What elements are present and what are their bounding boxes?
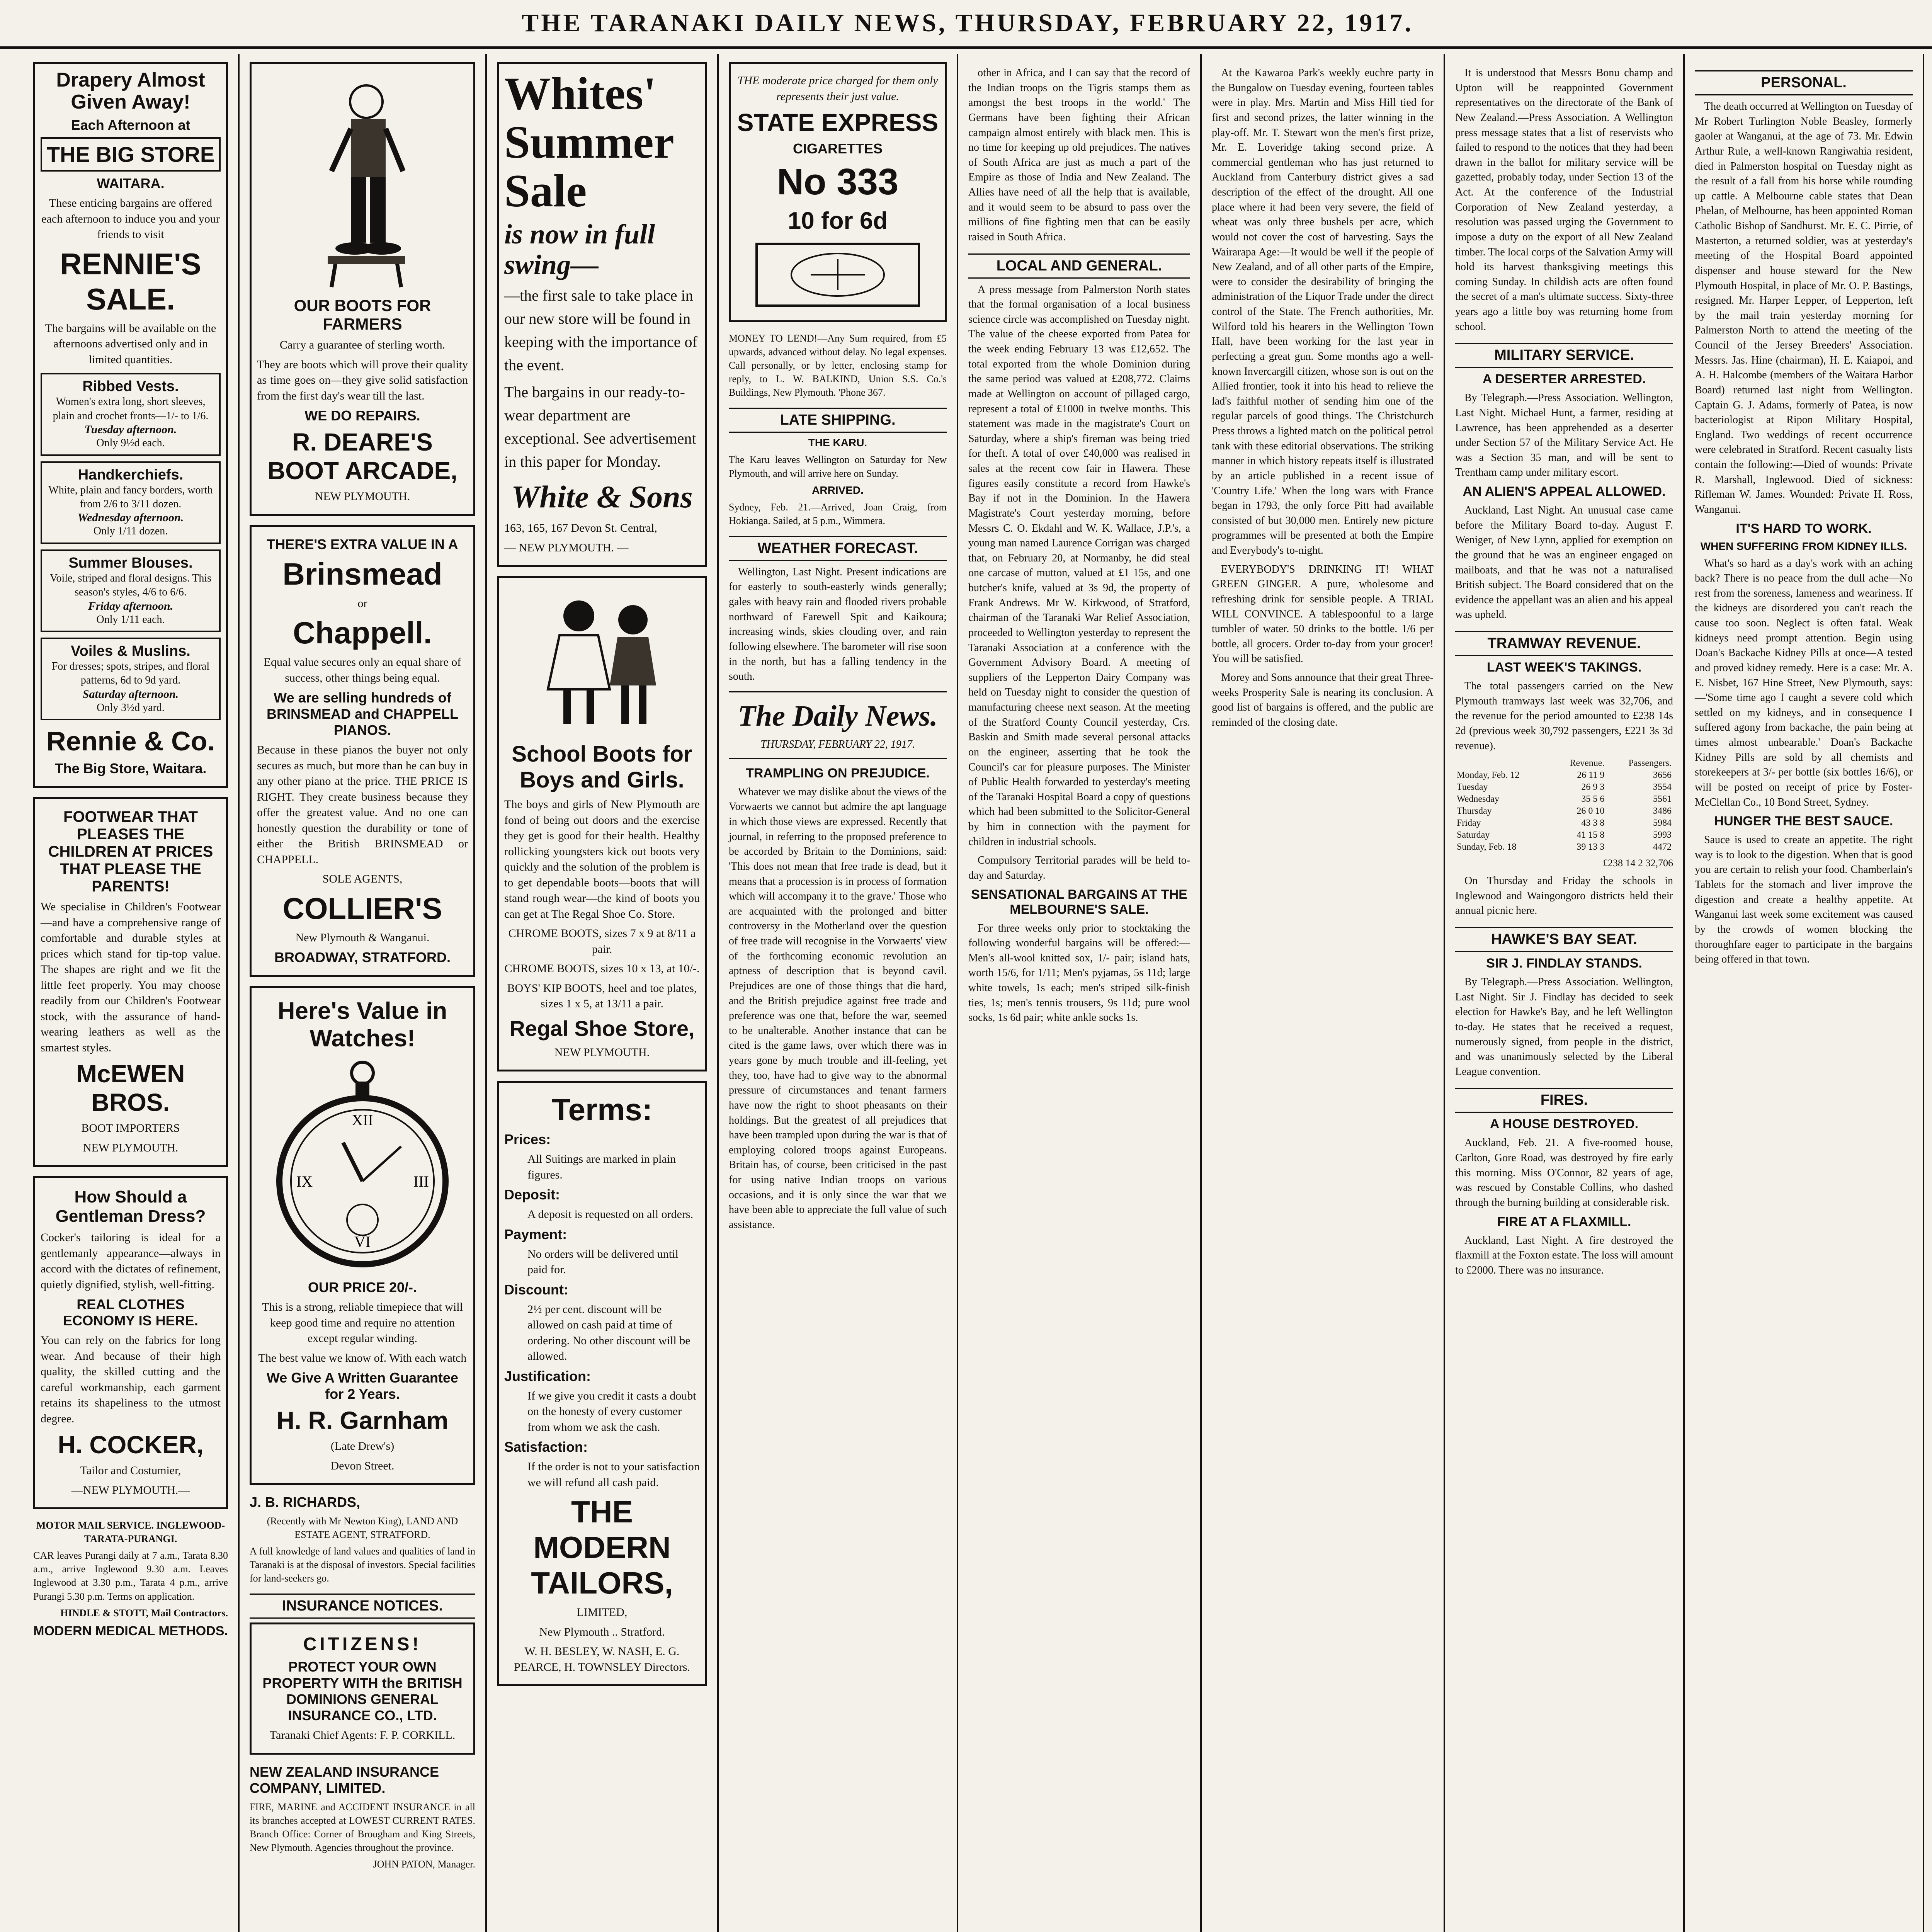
column-2 — [240, 54, 487, 1932]
drapery-heading: Drapery Almost Given Away! — [56, 69, 205, 114]
table-cell: 4472 — [1653, 842, 1672, 852]
local-text: A press message from Palmerston North states that the formal organisation of a local business science circle was accomplished on Tuesday night. The value of the cheese exported from Patea for the week ending February 13 was £12,652. The total exported from the whole Dominion during the same period was valued at £208,772. Claims made at Wellington on account of pillaged cargo, represent a total of £1000 in twelve months. This statement was made in the magistrate's Court on Saturday, where a ship's fireman was being tried for theft. A total of over £40,000 was realised in sales at the recent cow fair in Hawera. These figures easily constitute a record from Hawke's Bay if not in the Dominion. In the Hawera Magistrate's Court yesterday morning, before Messrs C. O. Ekdahl and W. K. Wallace, J.P.'s, a young man named Laurence Corrigan was charged that, on February 20, at Normanby, he did steal one carcase of mutton, valued at £1 15s, and one butcher's knife, valued at 3s 9d, the property of Frank Andrews. Mr W. Kirkwood, of Stratford, chairman of the Taranaki War Relief Association, proceeded to Wellington yesterday to represent the Taranaki Association at a conference with the Government Advisory Board. A meeting of suppliers of the Lepperton Dairy Company was held on Tuesday night to consider the question of manufacturing cheese next season. At the meeting of the Stratford County Council yesterday, Crs. Baskin and Smith made several personal attacks on the engineer, asserting that he took the Council's car for pleasure purposes. The Minister of Public Health forwarded to yesterday's meeting of the Taranaki Hospital Board a copy of questions which had been submitted to the Solicitor-General by him in connection with the payment for children in industrial schools. — [968, 283, 1190, 848]
table-header-cell: Passengers. — [1628, 758, 1672, 769]
cigarettes-label: CIGARETTES — [793, 141, 883, 156]
sauce-text: Sauce is used to create an appetite. The right way is to look to the digestion. When that is good you are certain to relish your food. Chamberlain's Tablets for the stomach and liver improve the digestion and create a healthy appetite. At Wanganui last week some excitement was caused by the crowds of women blocking the thoroughfare eager to participate in the bargains being offered in that town. — [1695, 834, 1913, 966]
table-cell: Wednesday — [1457, 794, 1500, 804]
karu-heading: THE KARU. — [808, 437, 867, 449]
watch-illustration — [257, 1058, 468, 1274]
table-cell: 43 3 8 — [1581, 818, 1605, 828]
arrived-heading: ARRIVED. — [812, 484, 864, 496]
leader-text: Whatever we may dislike about the views of the Vorwaerts we cannot but admire the apt language in which those views are expressed. Recently that journal, in referring to the proposed preference to be accorded by Britain to the Dominions, said: 'This does not mean that free trade is dead, but it means that a procession is in process of formation which will accompany it to the grave.' Those who are acquainted with the prolonged and bitter controversy in the Motherland over the question of free trade will recognise in the Vorwaerts' view of the forthcoming economic revolution an aptness of description that is beyond cavil. Prejudices are one of those things that die hard, and the British prejudice against free trade and preference was one that, before the war, seemed to be unalterable. Another instance that can be cited is the game laws, over which there was in years gone by much trouble and ill-feeling, yet they, too, have had to give way to the abnormal pressure of circumstances and tenant farmers have now the right to shoot pheasants on their holdings. But the greatest of all prejudices that have been trampled upon during the war is that of employing colored troops against Europeans. Britain has, of course, been criticised in the past for using native Indian troops on various occasions, and it is only since the war that we have been able to appreciate the full value of such assistance. — [729, 786, 947, 1231]
garnham-sub: (Late Drew's) — [330, 1440, 395, 1452]
colliers-street: BROADWAY, STRATFORD. — [274, 949, 451, 965]
masthead-title: THE TARANAKI DAILY NEWS, THURSDAY, FEBRUARY 22, 1917. — [522, 9, 1413, 37]
deposit-label: Deposit: — [504, 1187, 560, 1203]
findlay-heading: SIR J. FINDLAY STANDS. — [1486, 956, 1642, 971]
modern-limited: LIMITED, — [577, 1606, 628, 1619]
cadets-text: Compulsory Territorial parades will be held to-day and Saturday. — [968, 854, 1190, 881]
motor-text: CAR leaves Purangi daily at 7 a.m., Tarata 8.30 a.m., arrive Inglewood 9.30 a.m. Leaves Inglewood at 3.30 p.m., Tarata 4 p.m., arrive Purangi 5.30 p.m. Terms on application. — [33, 1550, 228, 1602]
blouse-title: Summer Blouses. — [68, 554, 193, 571]
british-dominions-ad — [250, 1622, 475, 1755]
voile-title: Voiles & Muslins. — [71, 643, 190, 659]
news-intro: It is understood that Messrs Bonu champ and Upton will be reappointed Government representatives on the directorate of the Bank of New Zealand.—Press Association. A Wellington press message states that a list of reservists who failed to respond to the notices that they had been drawn in the ballot for military service will be gazetted, probably today, under Section 13 of the Act. At the conference of the Industrial Corporation of New Zealand yesterday, a resolution was passed urging the Government to impose a duty on the export of all New Zealand timber. The local corps of the Salvation Army will hold its harvest thanksgiving meetings this coming Sunday. In childish acts are often found the secret of a man's ultimate success. Sixty-three years ago a little boy was returning home from school. — [1455, 67, 1673, 333]
voile-price: Only 3½d yard. — [97, 701, 165, 714]
weather-heading: WEATHER FORECAST. — [729, 536, 947, 561]
farmer-figure-icon — [293, 75, 432, 291]
svg-text:IX: IX — [296, 1173, 313, 1190]
school-text: The boys and girls of New Plymouth are fond of being out doors and the exercise they get is good for their health. Healthy rollicking youngsters kick out boots very quickly and the solution of the problem is to get dependable boots—boots that will stand rough wear—the kind of boots you can get at The Regal Shoe Co. Store. — [504, 798, 700, 920]
richards-name: J. B. RICHARDS, — [250, 1494, 361, 1510]
deserter-heading: A DESERTER ARRESTED. — [1482, 372, 1646, 387]
takings-text: The total passengers carried on the New Plymouth tramways last week was 32,706, and the revenue for the period amounted to £238 14s 2d (previous week 30,792 passengers, £221 3s 3d revenue). — [1455, 680, 1673, 752]
medical-heading: MODERN MEDICAL METHODS. — [33, 1623, 228, 1638]
voile-box — [41, 638, 221, 720]
boots-guarantee: Carry a guarantee of sterling worth. — [279, 338, 446, 351]
vests-box — [41, 373, 221, 456]
appeal-heading: AN ALIEN'S APPEAL ALLOWED. — [1463, 484, 1666, 499]
state-express-note: THE moderate price charged for them only represents their just value. — [737, 74, 938, 103]
whites-swing: is now in full swing— — [504, 219, 655, 281]
arrived-text: Sydney, Feb. 21.—Arrived, Joan Craig, from Hokianga. Sailed, at 5 p.m., Wimmera. — [729, 501, 947, 526]
discount-label: Discount: — [504, 1281, 568, 1298]
regal-town: NEW PLYMOUTH. — [554, 1046, 650, 1059]
cigarette-tin-icon — [753, 240, 923, 310]
big-store-logo: THE BIG STORE — [41, 137, 221, 172]
vests-text: Women's extra long, short sleeves, plain and crochet fronts—1/- to 1/6. — [53, 396, 209, 422]
masthead — [0, 0, 1932, 49]
personal-heading: PERSONAL. — [1695, 70, 1913, 95]
daily-news-masthead: The Daily News. — [738, 699, 938, 732]
table-row — [1455, 829, 1673, 841]
or-label: or — [357, 597, 367, 610]
watch-guarantee: We Give A Written Guarantee for 2 Years. — [266, 1370, 459, 1402]
svg-text:III: III — [413, 1173, 429, 1190]
cigarette-number: No 333 — [777, 161, 899, 202]
whites-address: 163, 165, 167 Devon St. Central, — [504, 522, 657, 535]
hank-time: Wednesday afternoon. — [77, 511, 184, 524]
whites-title: Whites' Summer Sale — [504, 68, 673, 216]
deposit-text: A deposit is requested on all orders. — [527, 1208, 694, 1221]
table-row — [1455, 781, 1673, 793]
money-text: MONEY TO LEND!—Any Sum required, from £5 upwards, advanced without delay. No legal expenses. Call personally, or by letter, enclosing stamp for reply, to L. W. BALKIND, Union S.S. Co.'s Buildings, New Plymouth. 'Phone 367. — [729, 333, 947, 398]
rennie-co-logo: Rennie & Co. — [46, 726, 215, 757]
regal-ad — [497, 576, 707, 1071]
kip-boots: BOYS' KIP BOOTS, heel and toe plates, sizes 1 x 5, at 13/11 a pair. — [507, 981, 697, 1010]
whites-bargains: The bargains in our ready-to-wear department are exceptional. See advertisement in this paper for Monday. — [504, 383, 696, 471]
sale-text: The bargains will be available on the afternoons advertised only and in limited quantities. — [45, 321, 216, 366]
flaxmill-text: Auckland, Last Night. A fire destroyed the flaxmill at the Foxton estate. The loss will amount to £2000. There was no insurance. — [1455, 1234, 1673, 1276]
table-cell: 3486 — [1653, 806, 1672, 816]
kawaroa-text: At the Kawaroa Park's weekly euchre party in the Bungalow on Tuesday evening, fourteen tables were in play. Mrs. Martin and Miss Hill tied for first and second prizes, the latter winning in the play-off. Mr. T. Stewart won the men's first prize, Mr. E. Loveridge taking second prize. A commercial gentleman who has just returned to Auckland from Canterbury district gives a sad description of the effect of the drought. All one place where it had been very severe, the field of wheat was only three bushels per acre, which would not cover the cost of harvesting. Says the Wairarapa Age:—It would be well if the people of New Zealand, and of all other parts of the Empire, were to consider the desirability of bringing the administration of the Liquor Trade under the direct control of the State. The French authorities, Mr. Wilford told his hearers in the Wellington Town Hall, have been working for the last year in perfecting a great gun. Some months ago a well-known Invercargill citizen, whose son is out on the Allied frontier, took it into his head to relieve the lad's faithful mother of sending him one of the regular parcels of good things. The Christchurch Press throws a lighted match on the political petrol tank with these editorial observations. The striking manner in which history repeats itself is illustrated by an article published in a recent issue of 'Country Life.' When the long wars with France began in 1793, the only force Pitt had available consisted of but 30,000 men. Entirely new picture programmes will be presented at both the Empire and Everybody's to-night. — [1212, 67, 1434, 556]
table-cell: 5993 — [1653, 830, 1672, 840]
hank-price: Only 1/11 dozen. — [93, 525, 168, 537]
leader-date: THURSDAY, FEBRUARY 22, 1917. — [760, 738, 915, 750]
column-6 — [1202, 54, 1445, 1932]
richards-sub: (Recently with Mr Newton King), LAND AND ESTATE AGENT, STRATFORD. — [267, 1515, 458, 1541]
garnham-town: Devon Street. — [330, 1459, 395, 1472]
footwear-text: We specialise in Children's Footwear—and have a comprehensive range of comfortable and durable styles at prices which stand for tip-top value. The shapes are right and we fit the little feet properly. You may choose readily from our Children's Footwear stock, with the assurance of hand-wearing leathers as well as the smartest styles. — [41, 900, 221, 1054]
table-cell: 35 5 6 — [1581, 794, 1605, 804]
piano-text-2: Because in these pianos the buyer not only secures as much, but more than he can buy in any other piano at the price. THE PRICE IS RIGHT. They create business because they offer the greatest value. And no one can honestly question the durability or tone of either the British BRINSMEAD or CHAPPELL. — [257, 743, 468, 866]
voile-text: For dresses; spots, stripes, and floral patterns, 6d to 9d yard. — [51, 660, 210, 687]
table-cell: Friday — [1457, 818, 1481, 828]
column-3 — [487, 54, 719, 1932]
deare-logo: R. DEARE'S BOOT ARCADE, — [267, 428, 457, 485]
chrome-boots: CHROME BOOTS, sizes 7 x 9 at 8/11 a pair. — [508, 927, 696, 956]
repairs-label: WE DO REPAIRS. — [304, 408, 420, 423]
table-row — [1455, 793, 1673, 805]
modern-directors: W. H. BESLEY, W. NASH, E. G. PEARCE, H. TOWNSLEY Directors. — [514, 1645, 690, 1673]
regal-logo: Regal Shoe Store, — [509, 1016, 695, 1041]
prices-text: All Suitings are marked in plain figures. — [527, 1153, 676, 1181]
whites-ad — [497, 62, 707, 567]
motor-heading: MOTOR MAIL SERVICE. INGLEWOOD-TARATA-PURANGI. — [36, 1520, 225, 1545]
white-sons-logo: White & Sons — [511, 479, 693, 515]
deserter-text: By Telegraph.—Press Association. Wellington, Last Night. Michael Hunt, a farmer, residing at Lawrence, has been apprehended as a deserter under Section 57 of the Military Service Act. He was a Section 35 man, and will be sent to Trentham camp under military escort. — [1455, 392, 1673, 479]
table-row — [1455, 805, 1673, 817]
richards-text: A full knowledge of land values and qualities of land in Taranaki is at the disposal of investors. Special facilities for land-seekers go. — [250, 1546, 475, 1584]
whites-first-sale: —the first sale to take place in our new store will be found in keeping with the importance of the event. — [504, 287, 697, 374]
colliers-ad — [250, 525, 475, 977]
state-express-ad — [729, 62, 947, 322]
mcewen-town: NEW PLYMOUTH. — [83, 1141, 179, 1154]
mcewen-sub: BOOT IMPORTERS — [81, 1122, 180, 1135]
colliers-logo: COLLIER'S — [282, 891, 442, 925]
takings-total: £238 14 2 32,706 — [1603, 857, 1673, 869]
blouse-time: Friday afternoon. — [88, 599, 173, 612]
table-cell: 5984 — [1653, 818, 1672, 828]
flaxmill-heading: FIRE AT A FLAXMILL. — [1497, 1214, 1631, 1229]
rennie-tagline: The Big Store, Waitara. — [54, 760, 207, 777]
nz-insurance-text: FIRE, MARINE and ACCIDENT INSURANCE in all its branches accepted at LOWEST CURRENT RATES. Branch Office: Corner of Brougham and King Streets, New Plymouth. Agencies throughout the province. — [250, 1801, 475, 1854]
vests-title: Ribbed Vests. — [82, 378, 179, 395]
hank-box — [41, 461, 221, 544]
dress-heading: How Should a Gentleman Dress? — [55, 1187, 206, 1226]
pocket-watch-icon — [274, 1058, 451, 1274]
rennies-sale: RENNIE'S SALE. — [60, 247, 201, 316]
boots-text: They are boots which will prove their quality as time goes on—they give solid satisfaction from the first day's wear till the last. — [257, 358, 468, 402]
payment-label: Payment: — [504, 1226, 567, 1242]
modern-towns: New Plymouth .. Stratford. — [539, 1625, 665, 1638]
mcewen-logo: McEWEN BROS. — [76, 1060, 185, 1117]
table-cell: Monday, Feb. 12 — [1457, 770, 1520, 781]
watches-heading: Here's Value in Watches! — [277, 998, 447, 1052]
column-7 — [1445, 54, 1685, 1932]
watch-price: OUR PRICE 20/-. — [308, 1279, 417, 1295]
table-cell: Tuesday — [1457, 782, 1488, 793]
local-heading: LOCAL AND GENERAL. — [968, 253, 1190, 279]
agent-label: Taranaki Chief Agents: F. P. CORKILL. — [269, 1729, 456, 1742]
blouse-text: Voile, striped and floral designs. This season's styles, 4/6 to 6/6. — [49, 572, 212, 599]
justification-label: Justification: — [504, 1368, 591, 1384]
column-4 — [719, 54, 958, 1932]
shipping-heading: LATE SHIPPING. — [729, 408, 947, 433]
state-express-logo: STATE EXPRESS — [737, 109, 939, 136]
table-cell: 26 11 9 — [1577, 770, 1605, 781]
takings-heading: LAST WEEK'S TAKINGS. — [1486, 660, 1642, 675]
table-cell: Saturday — [1457, 830, 1490, 840]
house-text: Auckland, Feb. 21. A five-roomed house, Carlton, Gore Road, was destroyed by fire early this morning. Miss O'Connor, 82 years of age, was rescued by Constable Collins, who dashed through the burning building at considerable risk. — [1455, 1137, 1673, 1209]
motor-names: HINDLE & STOTT, Mail Contractors. — [60, 1607, 228, 1619]
citizens-label: CITIZENS! — [303, 1634, 422, 1655]
weather-text: Wellington, Last Night. Present indications are for easterly to south-easterly winds generally; gales with heavy rain and flooded rivers probable northward of Farewell Spit and Kaikoura; increasing winds, skies clouding over, and rain following elsewhere. The barometer will rise soon in the north, but has a falling tendency in the south. — [729, 566, 947, 683]
whites-town: — NEW PLYMOUTH. — — [504, 541, 629, 554]
hawkes-heading: HAWKE'S BAY SEAT. — [1455, 927, 1673, 952]
rennie-ad — [33, 62, 228, 788]
svg-text:XII: XII — [352, 1111, 373, 1129]
vests-price: Only 9½d each. — [96, 437, 165, 449]
children-illustration — [504, 589, 700, 736]
satisfaction-text: If the order is not to your satisfaction we will refund all cash paid. — [527, 1460, 700, 1489]
findlay-text: By Telegraph.—Press Association. Wellington, Last Night. Sir J. Findlay has decided to seek election for Hawke's Bay, and he left Wellington to-day. He states that he received a request, numerously signed, from people in the district, and was unanimously selected by the Liberal League convention. — [1455, 976, 1673, 1078]
watch-text-2: The best value we know of. With each watch — [258, 1351, 467, 1364]
table-row — [1455, 841, 1673, 853]
table-cell: 41 15 8 — [1577, 830, 1605, 840]
fires-heading: FIRES. — [1455, 1088, 1673, 1113]
table-header-row — [1455, 757, 1673, 769]
bargains-heading: SENSATIONAL BARGAINS AT THE MELBOURNE'S SALE. — [971, 887, 1187, 917]
column-8 — [1685, 54, 1924, 1932]
leader-heading: TRAMPLING ON PREJUDICE. — [745, 765, 930, 781]
karu-text: The Karu leaves Wellington on Saturday for New Plymouth, and will arrive here on Sunday. — [729, 454, 947, 479]
economy-text: You can rely on the fabrics for long wear. And because of their high quality, the skilled cutting and the careful workmanship, each garment retains its shapeliness to the utmost degree. — [41, 1334, 221, 1425]
table-header-cell — [1455, 757, 1551, 769]
waitara-label: WAITARA. — [97, 175, 165, 192]
farmer-illustration — [257, 75, 468, 291]
extra-value: THERE'S EXTRA VALUE IN A — [267, 536, 458, 552]
table-cell: 3554 — [1653, 782, 1672, 793]
table-cell: 26 0 10 — [1577, 806, 1605, 816]
modern-tailors-ad — [497, 1081, 707, 1686]
hard-work-heading: IT'S HARD TO WORK. — [1736, 521, 1872, 536]
footwear-heading: FOOTWEAR THAT PLEASES THE CHILDREN AT PRICES THAT PLEASE THE PARENTS! — [48, 808, 213, 895]
table-cell: 26 9 3 — [1581, 782, 1605, 793]
modern-tailors-logo: THE MODERN TAILORS, — [531, 1495, 673, 1600]
garnham-ad — [250, 986, 475, 1485]
table-cell: 39 13 3 — [1577, 842, 1605, 852]
svg-text:VI: VI — [354, 1233, 371, 1250]
paton-signature: JOHN PATON, Manager. — [373, 1859, 475, 1870]
cocker-town: —NEW PLYMOUTH.— — [71, 1483, 190, 1497]
payment-text: No orders will be delivered until paid for. — [527, 1247, 679, 1276]
sole-agents: SOLE AGENTS, — [322, 872, 403, 885]
cocker-ad — [33, 1176, 228, 1509]
leader-continued: other in Africa, and I can say that the record of the Indian troops on the Tigris stamps them as amongst the best troops in the world.' The Germans have been fighting their African campaign almost entirely with black men. This is no time for keeping up old prejudices. The natives of South Africa are just as much a part of the Empire as those of India and New Zealand. The Allies have need of all the help that is available, and it would seem to be absurd to pass over the millions of fine fighting men that can be easily raised in South Africa. — [968, 67, 1190, 243]
insurance-heading: INSURANCE NOTICES. — [250, 1594, 475, 1619]
boots-heading: OUR BOOTS FOR FARMERS — [294, 296, 431, 333]
terms-heading: Terms: — [551, 1092, 653, 1127]
table-header-cell: Revenue. — [1570, 758, 1605, 769]
kidney-heading: WHEN SUFFERING FROM KIDNEY ILLS. — [1700, 540, 1907, 552]
sauce-heading: HUNGER THE BEST SAUCE. — [1714, 814, 1893, 829]
prices-label: Prices: — [504, 1131, 551, 1148]
military-heading: MILITARY SERVICE. — [1455, 343, 1673, 368]
chappell-logo: Chappell. — [293, 616, 432, 650]
justification-text: If we give you credit it casts a doubt on the honesty of every customer from whom we ask the cash. — [527, 1389, 696, 1434]
table-row — [1455, 769, 1673, 781]
morey-text: Morey and Sons announce that their great Three-weeks Prosperity Sale is nearing its conclusion. A good list of bargains is offered, and the public are reminded of the closing date. — [1212, 672, 1434, 728]
nz-insurance-heading: NEW ZEALAND INSURANCE COMPANY, LIMITED. — [250, 1764, 439, 1796]
table-cell: Sunday, Feb. 18 — [1457, 842, 1517, 852]
vests-time: Tuesday afternoon. — [84, 423, 177, 436]
brinsmead-logo: Brinsmead — [282, 556, 442, 591]
divider — [729, 758, 947, 759]
cigarette-price: 10 for 6d — [787, 207, 888, 234]
table-cell: 5561 — [1653, 794, 1672, 804]
house-heading: A HOUSE DESTROYED. — [1490, 1117, 1639, 1132]
kidney-text: What's so hard as a day's work with an aching back? There is no peace from the dull ache—No rest from the soreness, lameness and weariness. If the kidneys are disordered you can't reach the cause too soon. Neglect is often fatal. Weak kidneys need prompt attention. Begin using Doan's Backache Kidney Pills at once—A tested and proved kidney remedy. Here is a case: Mr. A. E. Nisbet, 167 Hine Street, New Plymouth, says:—'Some time ago I caught a severe cold which settled on my kidneys, and in consequence I suffered agony from backache, the pain being at times almost unbearable.' Doan's Backache Kidney Pills are sold by all chemists and storekeepers at 3/- per bottle (six bottles 16/6), or will be posted on receipt of price by Foster-McClellan Co., 10 Bond Street, Sydney. — [1695, 557, 1913, 808]
cigarette-tin — [736, 240, 939, 310]
cocker-logo: H. COCKER, — [58, 1431, 204, 1459]
table-row — [1455, 817, 1673, 829]
drapery-text: These enticing bargains are offered each afternoon to induce you and your friends to visit — [41, 197, 220, 241]
green-ginger-text: EVERYBODY'S DRINKING IT! WHAT GREEN GINGER. A pure, wholesome and refreshing drink for sensible people. A TRIAL WILL CONVINCE. A tablespoonful to a large tumbler of water. 50 drinks to the bottle. 1/6 per bottle, all grocers. Order to-day from your grocer! You will be satisfied. — [1212, 563, 1434, 665]
dress-text: Cocker's tailoring is ideal for a gentlemanly appearance—always in accord with the dictates of refinement, quietly dignified, stylish, well-fitting. — [41, 1231, 221, 1291]
takings-note: On Thursday and Friday the schools in Inglewood and Waingongoro districts held their annual picnic here. — [1455, 875, 1673, 917]
watch-text: This is a strong, reliable timepiece that will keep good time and require no attention except regular winding. — [262, 1301, 463, 1345]
satisfaction-label: Satisfaction: — [504, 1439, 588, 1455]
school-heading: School Boots for Boys and Girls. — [512, 742, 692, 793]
hank-text: White, plain and fancy borders, worth from 2/6 to 3/11 dozen. — [48, 484, 213, 510]
blouse-price: Only 1/11 each. — [96, 613, 165, 626]
clothes-economy: REAL CLOTHES ECONOMY IS HERE. — [63, 1296, 198, 1329]
takings-table — [1455, 757, 1673, 853]
deare-ad — [250, 62, 475, 516]
appeal-text: Auckland, Last Night. An unusual case came before the Military Board to-day. August F. Weniger, of New Lynn, applied for exemption on the ground that he was an engineer engaged on mailboats, and that he was not a naturalised British subject. The Board considered that on the evidence the appellant was an alien and his appeal was upheld. — [1455, 504, 1673, 621]
chrome-boots-2: CHROME BOOTS, sizes 10 x 13, at 10/-. — [504, 962, 700, 975]
deare-town: NEW PLYMOUTH. — [315, 490, 410, 503]
cocker-sub: Tailor and Costumier, — [80, 1464, 181, 1477]
table-cell: 3656 — [1653, 770, 1672, 781]
colliers-towns: New Plymouth & Wanganui. — [295, 931, 430, 944]
table-cell: Thursday — [1457, 806, 1492, 816]
garnham-logo: H. R. Garnham — [276, 1406, 449, 1434]
personal-text: The death occurred at Wellington on Tuesday of Mr Robert Turlington Noble Beasley, formerly gaoler at Wanganui, at the age of 73. Mr. Edwin Arthur Rule, a well-known Rangiwahia resident, died in Palmerston hospital on Tuesday night as the result of a fall from his horse while rounding up cattle. A Melbourne cable states that Dean Phelan, of Melbourne, has been appointed Roman Catholic Bishop of Sandhurst. Mr. E. C. Pirrie, of Masterton, a returned soldier, was at yesterday's meeting of the Hospital Board appointed dispenser and house steward for the New Plymouth Hospital, in place of Mr. O. P. Bastings, resigned. Mr. Harper Lepper, of Lepperton, left by the mail train yesterday morning for Palmerston North to attend the meeting of the Council of the Jersey Breeders' Association. Messrs. Jas. Hine (chairman), H. E. Kaiapoi, and A. H. Halcombe (members of the Waitara Harbor Board) returned last night from Wellington. Captain G. J. Adams, formerly of Patea, is now bacteriologist at Ripon Military Hospital, England. Two weddings of recent occurrence were celebrated in Stratford. Recent casualty lists contain the following:—Died of wounds: Private R. Marshall, Inglewood. Died of sickness: Rifleman W. James. Wounded: Private H. Ross, Wanganui. — [1695, 100, 1913, 515]
drapery-sub: Each Afternoon at — [71, 117, 190, 133]
column-1 — [23, 54, 240, 1932]
discount-text: 2½ per cent. discount will be allowed on cash paid at time of ordering. No other discount will be allowed. — [527, 1303, 690, 1363]
mcewen-ad — [33, 797, 228, 1167]
piano-text: Equal value secures only an equal share of success, other things being equal. — [264, 656, 461, 684]
children-icon — [525, 589, 679, 736]
hank-title: Handkerchiefs. — [78, 466, 184, 483]
selling-label: We are selling hundreds of BRINSMEAD and CHAPPELL PIANOS. — [266, 690, 459, 738]
bargains-text: For three weeks only prior to stocktaking the following wonderful bargains will be offered:—Men's all-wool knitted sox, 1/- pair; island hats, worth 15/6, for 1/11; Men's pyjamas, 5s 11d; large white towels, 1s each; men's striped silk-finish ties, 1s; men's tennis trousers, 9s 11d; pure wool socks, 1s 6d pair; white ankle socks 1s. — [968, 922, 1190, 1024]
divider — [729, 691, 947, 692]
column-5 — [958, 54, 1202, 1932]
tramway-heading: TRAMWAY REVENUE. — [1455, 631, 1673, 656]
blouse-box — [41, 549, 221, 632]
protect-label: PROTECT YOUR OWN PROPERTY WITH the BRITISH DOMINIONS GENERAL INSURANCE CO., LTD. — [262, 1659, 463, 1724]
voile-time: Saturday afternoon. — [82, 687, 179, 701]
